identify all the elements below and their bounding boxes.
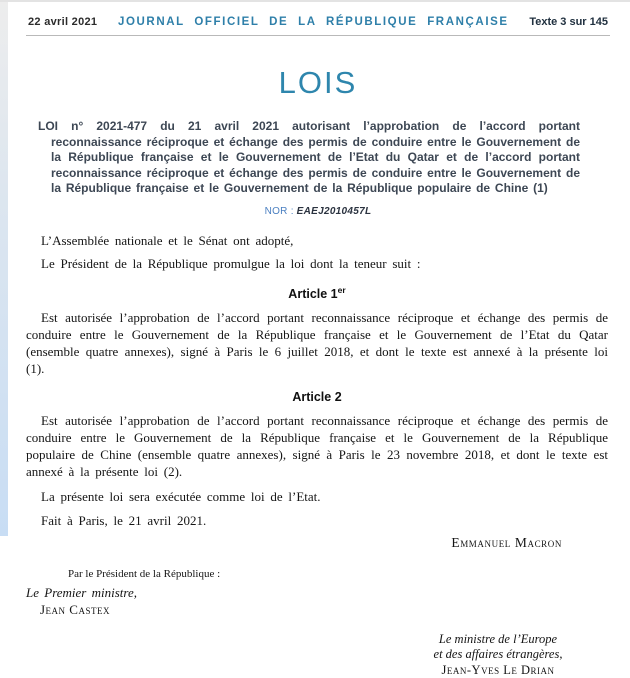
minister-signature-block xyxy=(398,632,598,678)
minister-signature: Jean-Yves Le Drian xyxy=(441,662,555,677)
nor-label: NOR : xyxy=(264,205,294,217)
document-sheet xyxy=(8,2,630,677)
texte-reference: Texte 3 sur 145 xyxy=(529,16,608,28)
adoption-line: L’Assemblée nationale et le Sénat ont adopté, xyxy=(41,232,294,248)
prime-minister-signature: Jean Castex xyxy=(40,601,110,617)
page-edge-strip xyxy=(0,2,8,536)
execution-line: La présente loi sera exécutée comme loi de l’Etat. xyxy=(41,488,321,504)
promulgation-line: Le Président de la République promulgue la loi dont la teneur suit : xyxy=(41,255,421,271)
minister-title-line-2: et des affaires étrangères, xyxy=(433,646,563,661)
nor-value: EAEJ2010457L xyxy=(296,205,372,217)
article-1-heading-superscript: er xyxy=(337,284,346,295)
article-1-heading-text: Article 1 xyxy=(288,286,338,301)
law-title: LOI n° 2021-477 du 21 avril 2021 autorisant l’approbation de l’accord portant reconnaissance réciproque et échange des permis de conduire entre le Gouvernement de la République française et le Gouvernement de l’Etat du Qatar et de l’accord portant reconnaissance réciproque et échange des permis de conduire entre le Gouvernement de la République française et le Gouvernement de la République populaire de Chine (1) xyxy=(38,119,580,195)
law-body xyxy=(26,232,608,529)
prime-minister-title: Le Premier ministre, xyxy=(26,584,137,600)
article-1-text: Est autorisée l’approbation de l’accord portant reconnaissance réciproque et échange des permis de conduire entre le Gouvernement de la République française et le Gouvernement de l’Etat du Qatar (ensemble quatre annexes), signé à Paris le 6 juillet 2018, et dont le texte est annexé à la présente loi (1). xyxy=(26,309,608,376)
page-header xyxy=(26,8,610,36)
nor-line xyxy=(26,206,610,217)
publication-date: 22 avril 2021 xyxy=(28,16,98,28)
countersign-intro: Par le Président de la République : xyxy=(68,567,221,580)
article-2-text: Est autorisée l’approbation de l’accord portant reconnaissance réciproque et échange des permis de conduire entre le Gouvernement de la République française et le Gouvernement de la République populaire de Chine (ensemble quatre annexes), signé à Paris le 23 novembre 2018, et dont le texte est annexé à la présente loi (2). xyxy=(26,412,608,479)
article-1-heading xyxy=(26,285,608,301)
section-title-lois: LOIS xyxy=(278,65,358,100)
article-2-heading: Article 2 xyxy=(292,389,342,404)
journal-title: JOURNAL OFFICIEL DE LA RÉPUBLIQUE FRANÇAISE xyxy=(117,16,509,28)
place-date-line: Fait à Paris, le 21 avril 2021. xyxy=(41,512,207,528)
president-signature: Emmanuel Macron xyxy=(451,534,562,550)
minister-title-line-1: Le ministre de l’Europe xyxy=(438,631,558,646)
